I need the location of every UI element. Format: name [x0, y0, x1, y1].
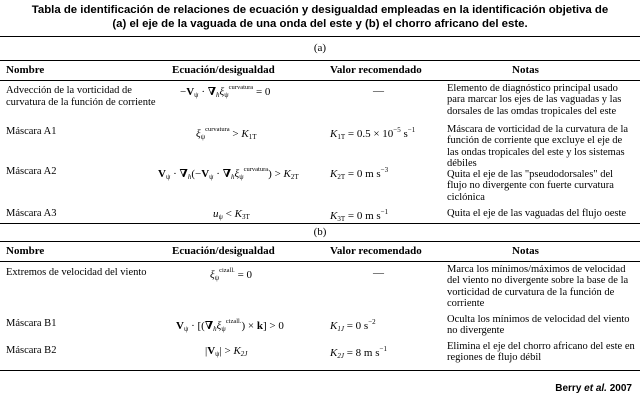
section-b-label: (b) [313, 226, 327, 238]
header-value-b: Valor recomendado [330, 245, 422, 257]
curvatura-superscript: curvatura [228, 84, 254, 91]
header-name-a: Nombre [6, 64, 45, 76]
row-b1-notes: Oculta los mínimos de velocidad del viento no divergente [447, 314, 630, 337]
row-a1-equation: $\xi_\psi^{curvatura} > K_{1T}$ [196, 126, 257, 141]
header-name-b: Nombre [6, 245, 45, 257]
section-b-top-rule [0, 223, 640, 224]
row-a0-name: Advección de la vorticidad de curvatura de la función de corriente [6, 85, 156, 108]
row-a2-value: $K_{2T} = 0$ m $s^{-3}$ [330, 166, 389, 181]
header-b-rule [0, 261, 640, 262]
row-a1-notes: Máscara de vorticidad de la curvatura de la función de corriente que excluye el eje de las ondas tropicales del este y los sistemas débiles [447, 124, 629, 169]
section-a-label: (a) [313, 42, 327, 54]
row-b0-name: Extremos de velocidad del viento [6, 267, 147, 278]
row-b0-value: — [373, 267, 384, 279]
row-a0-value: — [373, 85, 384, 97]
row-b1-value: $K_{1J} = 0$ $s^{-2}$ [330, 318, 376, 333]
header-equation-b: Ecuación/desigualdad [172, 245, 275, 257]
row-b1-name: Máscara B1 [6, 318, 57, 329]
row-a0-notes: Elemento de diagnóstico principal usado para marcar los ejes de las vaguadas y las dorsales de las omdas tropicales del este [447, 83, 622, 117]
header-notes-b: Notas [512, 245, 539, 257]
section-b-rule [0, 241, 640, 242]
row-b0-equation: $\xi_\psi^{cizall.} = 0$ [210, 267, 253, 282]
table-title-line-1: Tabla de identificación de relaciones de ecuación y desigualdad empleadas en la identificación objetiva de [31, 4, 609, 16]
cizall-superscript: cizall. [219, 267, 235, 274]
row-a3-notes: Quita el eje de las vaguadas del flujo oeste [447, 208, 627, 219]
bottom-rule [0, 370, 640, 371]
row-b1-equation: $V_\psi \cdot [(\nabla_h\xi_\psi^{cizall.}) \times k] > 0$ [176, 318, 284, 333]
row-a3-value: $K_{3T} = 0$ m $s^{-1}$ [330, 208, 389, 223]
source-credit: Berry et al. 2007 [555, 383, 632, 394]
table-title [0, 3, 640, 31]
row-b0-notes: Marca los mínimos/máximos de velocidad del viento no divergente sobre la base de la vorticidad de curvatura de la función de corriente [447, 264, 629, 309]
header-notes-a: Notas [512, 64, 539, 76]
header-a-rule [0, 80, 640, 81]
row-a1-name: Máscara A1 [6, 126, 57, 137]
row-a2-notes: Quita el eje de las "pseudodorsales" del flujo no divergente con fuerte curvatura ciclónica [447, 169, 614, 203]
curvatura-superscript: curvatura [205, 126, 230, 133]
row-a3-equation: $u_\psi < K_{3T}$ [213, 208, 250, 221]
row-b2-equation: $|V_\psi| > K_{2J}$ [205, 345, 248, 358]
top-rule [0, 36, 640, 37]
header-value-a: Valor recomendado [330, 64, 422, 76]
row-b2-name: Máscara B2 [6, 345, 57, 356]
cizall-superscript: cizall. [225, 318, 242, 325]
curvatura-superscript: curvatura [243, 166, 269, 173]
row-b2-value: $K_{2J} = 8$ m $s^{-1}$ [330, 345, 387, 360]
row-a0-equation: $-V_\psi \cdot \nabla_h\xi_\psi^{curvatura} = 0$ [180, 84, 271, 99]
row-a2-name: Máscara A2 [6, 166, 57, 177]
row-a1-value: $K_{1T} = 0.5 \times 10^{-5}$ $s^{-1}$ [330, 126, 416, 141]
row-b2-notes: Elimina el eje del chorro africano del este en regiones de flujo débil [447, 341, 635, 364]
section-a-rule [0, 60, 640, 61]
row-a3-name: Máscara A3 [6, 208, 57, 219]
row-a2-equation: $V_\psi \cdot \nabla_h(-V_\psi \cdot \nabla_h\xi_\psi^{curvatura}) > K_{2T}$ [158, 166, 299, 181]
header-equation-a: Ecuación/desigualdad [172, 64, 275, 76]
table-title-line-2: (a) el eje de la vaguada de una onda del este y (b) el chorro africano del este. [112, 18, 528, 30]
